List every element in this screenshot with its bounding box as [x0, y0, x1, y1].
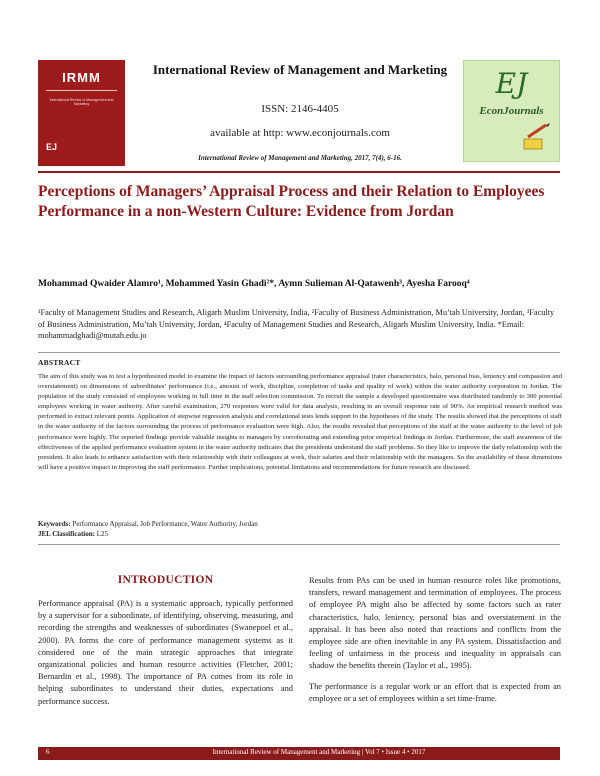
logo-subtitle: International Review of Management and Marketing — [49, 98, 114, 106]
citation: International Review of Management and Marketing, 2017, 7(4), 6-16. — [198, 154, 402, 162]
jel-code: L25 — [96, 529, 109, 538]
footer-text: International Review of Management and Marketing | Vol 7 • Issue 4 • 2017 — [212, 748, 426, 756]
intro-paragraph-left: Performance appraisal (PA) is a systematic approach, typically performed by a supervisor for a subordinate, of identifying, observing, measuring, and recording the strengths and weaknesses of subordinates (Swanepoel et al., 2000). PA forms the core of performance management systems as it considered one of the main strategic approaches that integrate organizational policies and human resource activities (Fletcher, 2001; Bernardin et al., 1998). The importance of PA comes from its role in helping subordinates to understand their duties, expectations and performance success. — [38, 599, 293, 706]
logo-mark: EJ — [46, 142, 58, 152]
intro-paragraph-right-1: Results from PAs can be used in human resource roles like promotions, transfers, reward management and termination of employees. The process of employee PA might also be affected by some factors such as rater characteristics, halo, leniency, personal bias and overstatement in the appraisal. It has been also noted that reactions and conflicts from the employee side are often inevitable in any PA system. Dissatisfaction and feeling of unfairness in the process and inequality in appraisals can shadow the benefits therein (Taylor et al., 1995). — [309, 576, 561, 671]
econjournals-wordmark: EconJournals — [479, 105, 544, 117]
pencil-icon — [522, 123, 552, 153]
ej-mark: EJ — [495, 67, 528, 100]
page-footer — [38, 747, 560, 760]
econjournals-logo — [463, 60, 560, 162]
abstract-heading: ABSTRACT — [38, 358, 81, 367]
affiliations: ¹Faculty of Management Studies and Research, Aligarh Muslim University, India, ²Faculty of Business Administration, Mu’tah University, Jordan, ³Faculty of Business Administration, Mu’tah University, Jordan, ⁴Faculty of Management Studies and Research, Aligarh Muslim University, India. *Email: mohammadghadi@mutah.edu.jo — [38, 308, 555, 340]
header-rule — [38, 171, 560, 173]
keywords: Performance Appraisal, Job Performance, Water Authority, Jordan — [72, 520, 258, 528]
keywords-label: Keywords: — [38, 520, 71, 528]
availability-link[interactable]: available at http: www.econjournals.com — [210, 127, 390, 139]
abstract-text: The aim of this study was to test a hypothesized model to examine the impact of factors surrounding performance appraisal (rater characteristics, halo, personal bias, leniency and compassion and overstatement) on dimensions of subordinates’ performance (i.e., amount of work, discipline, completion of tasks and quality of work) within the water authority corporation in Jordan. The population of the study consisted of employees working in full time in the staff selection commission. To recruit the sample a developed questionnaire was distributed randomly to 300 potential employees working in water authority. After careful examination, 270 responses were valid for data analysis, resulting in an overall response rate of 90%. An empirical research method was performed to extract relevant points. Application of stepwise regression analysis and correlational tests lends support to the hypotheses of the study. The results showed that the perceptions of staff in the water authority of the factors surrounding the process of performance evaluation were high. Also, the results revealed that perceptions of the staff at the water authority to the level of job performance were highly. The reported findings provide valuable insights to managers by corroborating and extending prior empirical findings in Jordan. Furthermore, the staff awareness of the effectiveness of the applied performance evaluation system in the water authority indicates that the presidents understand the staff problems. So they like to improve the daily relationship with the president. It also leads to enhance satisfaction with their relationship with their colleagues at work, their salaries and their relationship with the managers. So the availability of these dimensions will have a positive impact in improving the staff performance. Further implications, potential limitations and recommendations for future research are discussed. — [38, 373, 562, 471]
journal-cover-logo — [38, 60, 125, 166]
logo-text: IRMM — [62, 70, 101, 85]
abstract-top-rule — [38, 352, 560, 353]
keywords-block — [38, 520, 562, 539]
intro-paragraph-right-2: The performance is a regular work or an effort that is expected from an employee or a set of employees within a set time-frame. — [309, 681, 561, 703]
logo-divider — [46, 90, 117, 91]
journal-title: International Review of Management and Marketing — [152, 62, 448, 77]
paper-title: Perceptions of Managers’ Appraisal Process and their Relation to Employees Performance in a non-Western Culture: Evidence from Jordan — [38, 183, 545, 220]
authors: Mohammad Qwaider Alamro¹, Mohammed Yasin Ghadi²*, Aymn Sulieman Al-Qatawenh³, Ayesha Farooq⁴ — [38, 279, 470, 289]
page-number: 6 — [46, 748, 50, 756]
abstract-bottom-rule — [38, 544, 560, 545]
jel-label: JEL Classification: — [38, 529, 95, 538]
issn: ISSN: 2146-4405 — [261, 103, 339, 115]
right-column — [309, 575, 561, 713]
introduction-heading: INTRODUCTION — [117, 574, 214, 586]
